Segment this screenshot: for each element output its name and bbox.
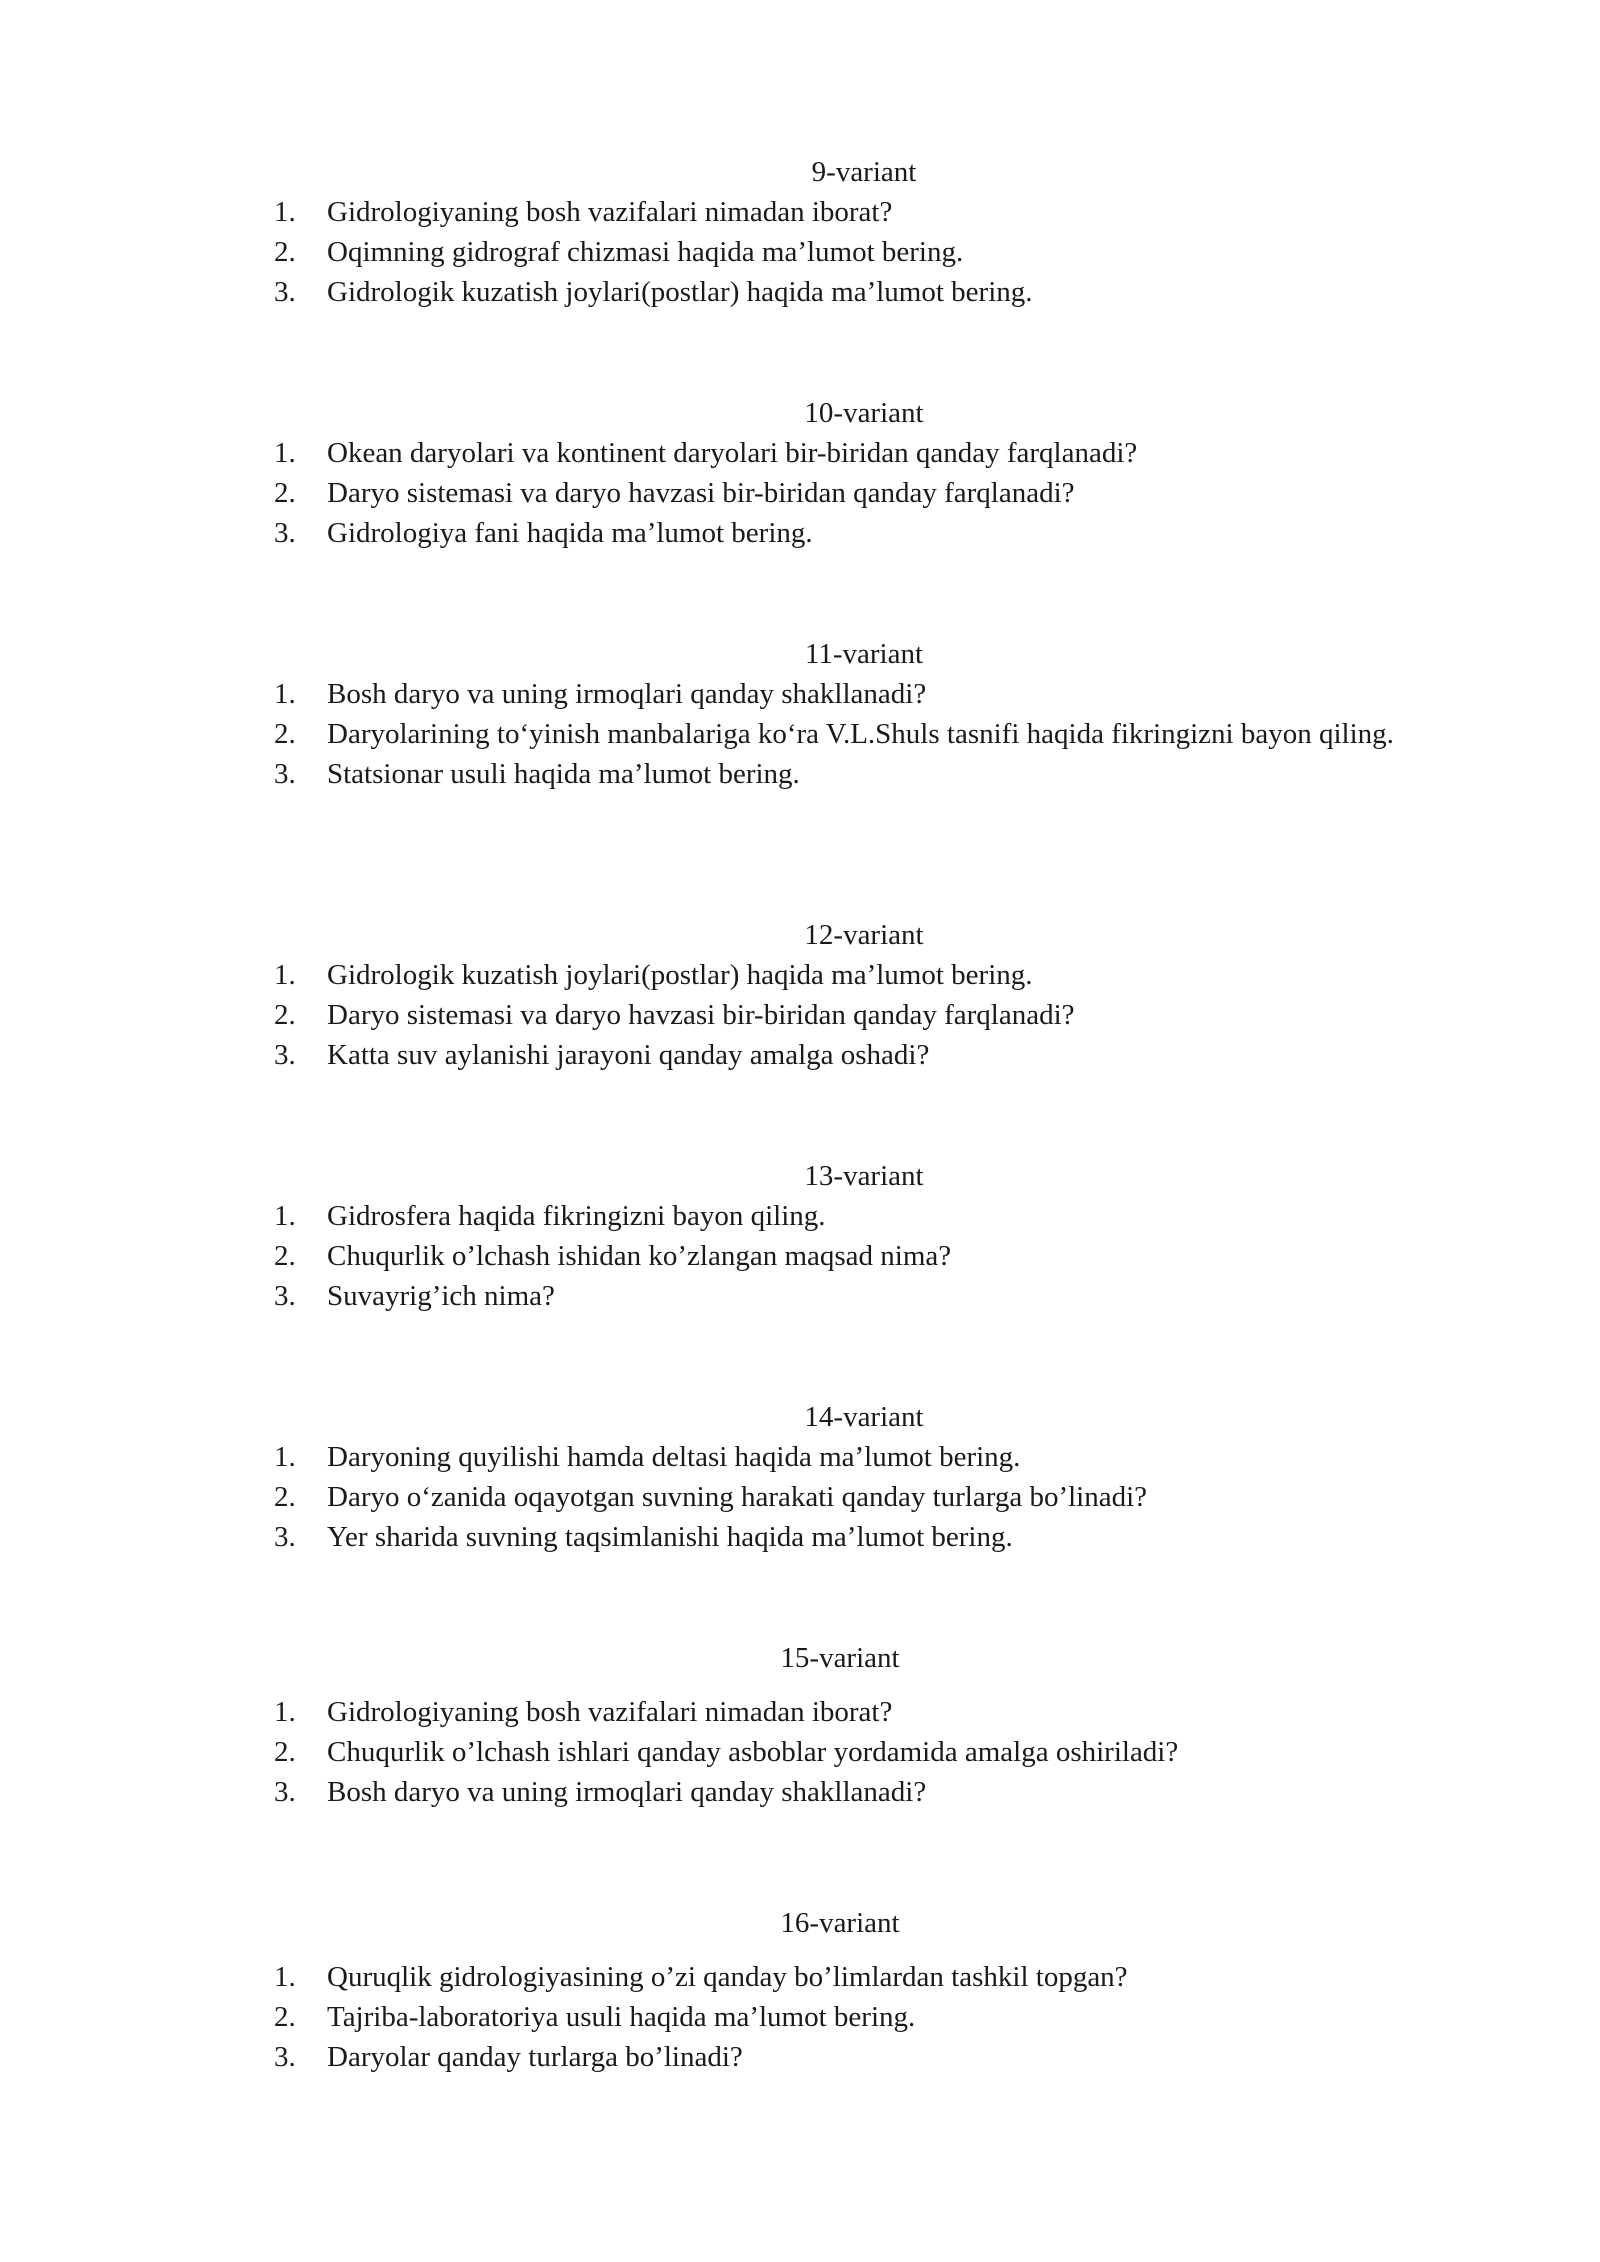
- question-list: [274, 1437, 1454, 1557]
- question-item: [274, 1236, 1454, 1276]
- question-item: [274, 1517, 1454, 1557]
- question-item: [274, 513, 1454, 553]
- variant-title: 12-variant: [804, 919, 924, 951]
- question-number: 2.: [274, 236, 296, 268]
- question-text: Daryolarining to‘yinish manbalariga ko‘ra V.L.Shuls tasnifi haqida fikringizni bayon qiling.: [327, 718, 1394, 750]
- question-list: [274, 674, 1454, 794]
- question-list: [274, 1957, 1430, 2077]
- question-number: 2.: [274, 999, 296, 1031]
- question-text: Gidrologik kuzatish joylari(postlar) haqida ma’lumot bering.: [327, 276, 1033, 308]
- question-list: [274, 1692, 1430, 1812]
- variant-title: 14-variant: [804, 1401, 924, 1433]
- question-number: 3.: [274, 1280, 296, 1312]
- question-text: Katta suv aylanishi jarayoni qanday amalga oshadi?: [327, 1039, 930, 1071]
- question-text: Quruqlik gidrologiyasining o’zi qanday bo’limlardan tashkil topgan?: [327, 1961, 1128, 1993]
- variant-title: 11-variant: [804, 638, 924, 670]
- question-text: Gidrologiya fani haqida ma’lumot bering.: [327, 517, 813, 549]
- question-list: [274, 192, 1454, 312]
- variant-12: [274, 915, 1454, 1075]
- question-item: [274, 714, 1454, 754]
- question-text: Tajriba-laboratoriya usuli haqida ma’lumot bering.: [327, 2001, 916, 2033]
- variant-9: [274, 152, 1454, 312]
- question-list: [274, 433, 1454, 553]
- question-item: [274, 2037, 1430, 2077]
- question-item: [274, 674, 1454, 714]
- question-item: [274, 1035, 1454, 1075]
- variant-16: [250, 1903, 1430, 2077]
- question-number: 2.: [274, 1481, 296, 1513]
- question-number: 1.: [274, 437, 296, 469]
- question-item: [274, 1196, 1454, 1236]
- question-number: 3.: [274, 2041, 296, 2073]
- question-text: Daryoning quyilishi hamda deltasi haqida ma’lumot bering.: [327, 1441, 1021, 1473]
- variant-15: [250, 1638, 1430, 1812]
- question-text: Chuqurlik o’lchash ishidan ko’zlangan maqsad nima?: [327, 1240, 952, 1272]
- variant-title: 15-variant: [780, 1642, 900, 1674]
- question-text: Oqimning gidrograf chizmasi haqida ma’lumot bering.: [327, 236, 964, 268]
- question-text: Daryo sistemasi va daryo havzasi bir-biridan qanday farqlanadi?: [327, 999, 1075, 1031]
- question-text: Bosh daryo va uning irmoqlari qanday shakllanadi?: [327, 1776, 927, 1808]
- question-number: 1.: [274, 959, 296, 991]
- question-item: [274, 232, 1454, 272]
- question-item: [274, 473, 1454, 513]
- variant-title: 16-variant: [780, 1907, 900, 1939]
- question-text: Daryo sistemasi va daryo havzasi bir-biridan qanday farqlanadi?: [327, 477, 1075, 509]
- question-item: [274, 1772, 1430, 1812]
- question-item: [274, 1477, 1454, 1517]
- question-item: [274, 1957, 1430, 1997]
- question-number: 3.: [274, 1039, 296, 1071]
- question-number: 1.: [274, 1200, 296, 1232]
- variant-10: [274, 393, 1454, 553]
- question-item: [274, 192, 1454, 232]
- question-item: [274, 1692, 1430, 1732]
- variant-title: 13-variant: [804, 1160, 924, 1192]
- question-number: 2.: [274, 1736, 296, 1768]
- variant-11: [274, 634, 1454, 794]
- variant-title: 10-variant: [804, 397, 924, 429]
- question-number: 1.: [274, 1441, 296, 1473]
- question-number: 1.: [274, 678, 296, 710]
- variant-13: [274, 1156, 1454, 1316]
- question-number: 1.: [274, 1961, 296, 1993]
- variant-14: [274, 1397, 1454, 1557]
- question-text: Statsionar usuli haqida ma’lumot bering.: [327, 758, 800, 790]
- question-number: 2.: [274, 1240, 296, 1272]
- question-item: [274, 995, 1454, 1035]
- question-number: 3.: [274, 276, 296, 308]
- question-number: 3.: [274, 1521, 296, 1553]
- question-item: [274, 754, 1454, 794]
- question-item: [274, 955, 1454, 995]
- question-text: Daryo o‘zanida oqayotgan suvning harakati qanday turlarga bo’linadi?: [327, 1481, 1148, 1513]
- variant-title: 9-variant: [811, 156, 917, 188]
- question-text: Yer sharida suvning taqsimlanishi haqida ma’lumot bering.: [327, 1521, 1013, 1553]
- question-text: Okean daryolari va kontinent daryolari bir-biridan qanday farqlanadi?: [327, 437, 1138, 469]
- question-text: Gidrologiyaning bosh vazifalari nimadan iborat?: [327, 196, 893, 228]
- question-number: 1.: [274, 196, 296, 228]
- question-number: 2.: [274, 477, 296, 509]
- question-number: 2.: [274, 718, 296, 750]
- question-text: Gidrologik kuzatish joylari(postlar) haqida ma’lumot bering.: [327, 959, 1033, 991]
- question-text: Bosh daryo va uning irmoqlari qanday shakllanadi?: [327, 678, 927, 710]
- question-number: 3.: [274, 1776, 296, 1808]
- question-text: Suvayrig’ich nima?: [327, 1280, 555, 1312]
- question-list: [274, 955, 1454, 1075]
- question-item: [274, 1437, 1454, 1477]
- question-item: [274, 433, 1454, 473]
- question-number: 2.: [274, 2001, 296, 2033]
- question-text: Gidrosfera haqida fikringizni bayon qiling.: [327, 1200, 826, 1232]
- question-list: [274, 1196, 1454, 1316]
- question-text: Daryolar qanday turlarga bo’linadi?: [327, 2041, 743, 2073]
- question-item: [274, 1732, 1430, 1772]
- question-number: 3.: [274, 517, 296, 549]
- question-item: [274, 272, 1454, 312]
- question-number: 3.: [274, 758, 296, 790]
- question-item: [274, 1276, 1454, 1316]
- question-item: [274, 1997, 1430, 2037]
- question-number: 1.: [274, 1696, 296, 1728]
- question-text: Gidrologiyaning bosh vazifalari nimadan iborat?: [327, 1696, 893, 1728]
- question-text: Chuqurlik o’lchash ishlari qanday asboblar yordamida amalga oshiriladi?: [327, 1736, 1179, 1768]
